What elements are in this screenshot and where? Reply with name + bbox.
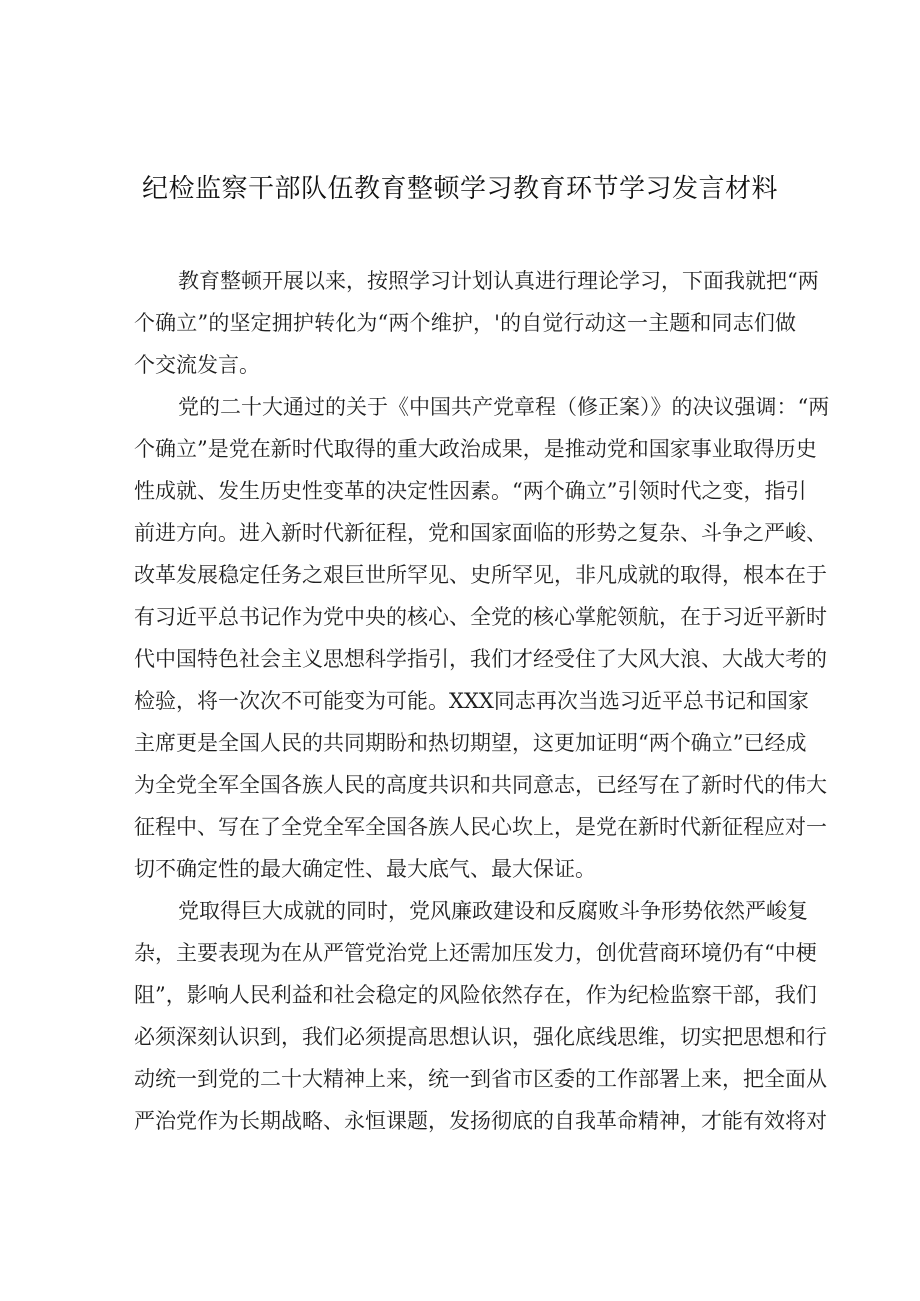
paragraph-2-line-11: 征程中、写在了全党全军全国各族人民心坎上，是党在新时代新征程应对一 (134, 815, 827, 839)
document-title: 纪检监察干部队伍教育整顿学习教育环节学习发言材料 (141, 174, 778, 204)
paragraph-3-line-1: 党取得巨大成就的同时，党风廉政建设和反腐败斗争形势依然严峻复 (178, 899, 808, 923)
paragraph-2-line-12: 切不确定性的最大确定性、最大底气、最大保证。 (134, 857, 596, 881)
paragraph-2-line-9: 主席更是全国人民的共同期盼和热切期望，这更加证明“两个确立”已经成 (134, 731, 807, 755)
paragraph-3-line-2: 杂，主要表现为在从严管党治党上还需加压发力，创优营商环境仍有“中梗 (134, 941, 817, 965)
paragraph-1-line-3: 个交流发言。 (134, 353, 260, 377)
paragraph-3-line-5: 动统一到党的二十大精神上来，统一到省市区委的工作部署上来，把全面从 (134, 1067, 827, 1091)
paragraph-1-line-1: 教育整顿开展以来，按照学习计划认真进行理论学习，下面我就把“两 (178, 269, 819, 293)
paragraph-2-line-3: 性成就、发生历史性变革的决定性因素。“两个确立”引领时代之变，指引 (134, 479, 807, 503)
paragraph-2-line-4: 前进方向。进入新时代新征程，党和国家面临的形势之复杂、斗争之严峻、 (134, 521, 827, 545)
paragraph-3-line-3: 阻”，影响人民利益和社会稳定的风险依然存在，作为纪检监察干部，我们 (134, 983, 817, 1007)
paragraph-2-line-8: 检验，将一次次不可能变为可能。XXX同志再次当选习近平总书记和国家 (134, 689, 809, 713)
paragraph-2-line-7: 代中国特色社会主义思想科学指引，我们才经受住了大风大浪、大战大考的 (134, 647, 827, 671)
paragraph-2-line-5: 改革发展稳定任务之艰巨世所罕见、史所罕见，非凡成就的取得，根本在于 (134, 563, 827, 587)
paragraph-2-line-1: 党的二十大通过的关于《中国共产党章程（修正案）》的决议强调：“两 (178, 395, 830, 419)
paragraph-2-line-10: 为全党全军全国各族人民的高度共识和共同意志，已经写在了新时代的伟大 (134, 773, 827, 797)
paragraph-1-line-2: 个确立”的坚定拥护转化为“两个维护，'的自觉行动这一主题和同志们做 (134, 311, 796, 335)
paragraph-3-line-6: 严治党作为长期战略、永恒课题，发扬彻底的自我革命精神，才能有效将对 (134, 1109, 827, 1133)
paragraph-3-line-4: 必须深刻认识到，我们必须提高思想认识，强化底线思维，切实把思想和行 (134, 1025, 827, 1049)
paragraph-2-line-2: 个确立”是党在新时代取得的重大政治成果，是推动党和国家事业取得历史 (134, 437, 817, 461)
paragraph-2-line-6: 有习近平总书记作为党中央的核心、全党的核心掌舵领航，在于习近平新时 (134, 605, 827, 629)
